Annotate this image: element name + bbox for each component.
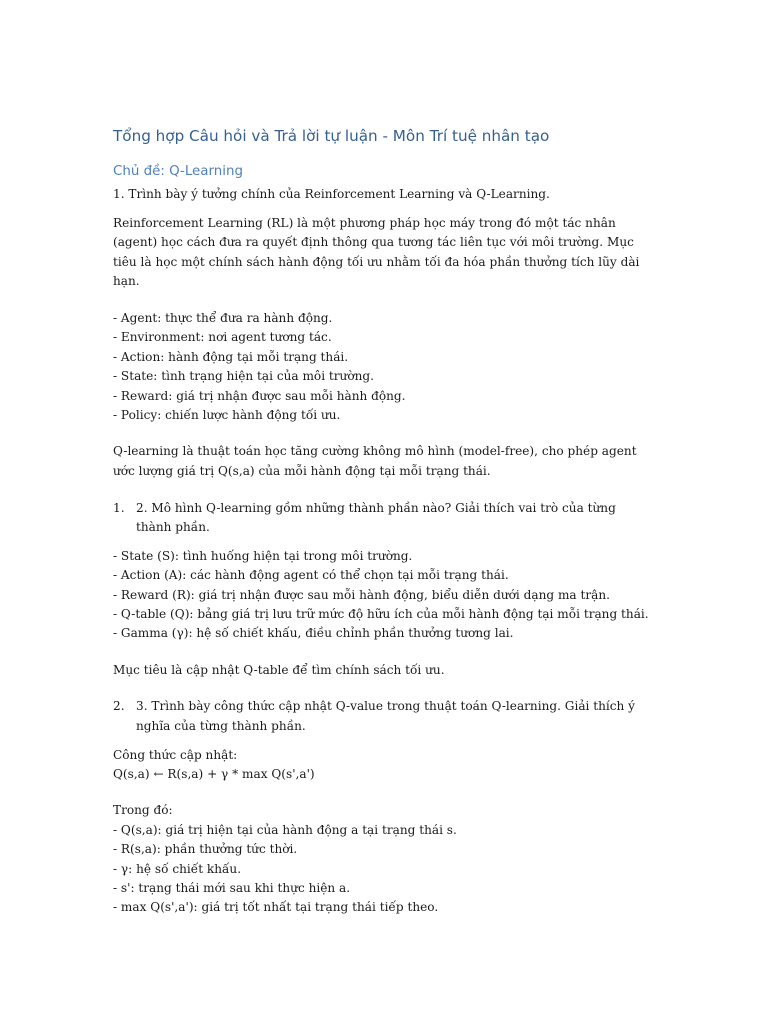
list-item: - s': trạng thái mới sau khi thực hiện a. bbox=[113, 881, 351, 896]
topic-heading: Chủ đề: Q-Learning bbox=[113, 164, 243, 179]
list-item: - Agent: thực thể đưa ra hành động. bbox=[113, 310, 333, 325]
list-item: - Reward: giá trị nhận được sau mỗi hành động. bbox=[113, 388, 406, 403]
question-3 bbox=[113, 697, 658, 736]
update-formula: Q(s,a) ← R(s,a) + γ * max Q(s',a') bbox=[113, 767, 315, 781]
list-number: 1. bbox=[113, 500, 125, 515]
formula-label: Công thức cập nhật: bbox=[113, 747, 238, 762]
rl-paragraph: Reinforcement Learning (RL) là một phương pháp học máy trong đó một tác nhân (agent) học cách đưa ra quyết định thông qua tương tác liên tục với môi trường. Mục tiêu là học một chính sách hành động tối ưu nhằm tối đa hóa phần thưởng tích lũy dài hạn. bbox=[113, 215, 640, 289]
where-label: Trong đó: bbox=[113, 803, 173, 818]
list-item: - γ: hệ số chiết khấu. bbox=[113, 861, 242, 876]
q-learning-paragraph: Q-learning là thuật toán học tăng cường không mô hình (model-free), cho phép agent ước lượng giá trị Q(s,a) của mỗi hành động tại mỗi trạng thái. bbox=[113, 444, 637, 478]
document-title: Tổng hợp Câu hỏi và Trả lời tự luận - Môn Trí tuệ nhân tạo bbox=[113, 127, 550, 145]
q-learning-components-list bbox=[113, 547, 658, 644]
q-table-goal: Mục tiêu là cập nhật Q-table để tìm chính sách tối ưu. bbox=[113, 662, 445, 677]
list-number: 2. bbox=[113, 699, 125, 714]
formula-terms-list bbox=[113, 821, 658, 918]
list-item: - Q-table (Q): bảng giá trị lưu trữ mức độ hữu ích của mỗi hành động tại mỗi trạng thái. bbox=[113, 607, 649, 621]
question-3-text: 3. Trình bày công thức cập nhật Q-value trong thuật toán Q-learning. Giải thích ý nghĩa của từng thành phần. bbox=[136, 699, 636, 733]
list-item: - Policy: chiến lược hành động tối ưu. bbox=[113, 408, 341, 422]
list-item: - Action: hành động tại mỗi trạng thái. bbox=[113, 349, 349, 364]
list-item: - max Q(s',a'): giá trị tốt nhất tại trạng thái tiếp theo. bbox=[113, 900, 439, 915]
list-item: - Gamma (γ): hệ số chiết khấu, điều chỉnh phần thưởng tương lai. bbox=[113, 626, 514, 641]
list-item: - State (S): tình huống hiện tại trong môi trường. bbox=[113, 548, 413, 563]
question-2 bbox=[113, 499, 658, 538]
list-item: - Q(s,a): giá trị hiện tại của hành động a tại trạng thái s. bbox=[113, 822, 457, 837]
question-1: 1. Trình bày ý tưởng chính của Reinforcement Learning và Q-Learning. bbox=[113, 187, 550, 201]
list-item: - Reward (R): giá trị nhận được sau mỗi hành động, biểu diễn dưới dạng ma trận. bbox=[113, 587, 610, 602]
question-2-text: 2. Mô hình Q-learning gồm những thành phần nào? Giải thích vai trò của từng thành phần. bbox=[136, 500, 616, 535]
list-item: - R(s,a): phần thưởng tức thời. bbox=[113, 842, 298, 857]
list-item: - Environment: nơi agent tương tác. bbox=[113, 330, 332, 345]
list-item: - State: tình trạng hiện tại của môi trường. bbox=[113, 369, 374, 384]
document-page bbox=[113, 124, 658, 918]
list-item: - Action (A): các hành động agent có thể chọn tại mỗi trạng thái. bbox=[113, 568, 509, 583]
rl-components-list bbox=[113, 309, 658, 425]
